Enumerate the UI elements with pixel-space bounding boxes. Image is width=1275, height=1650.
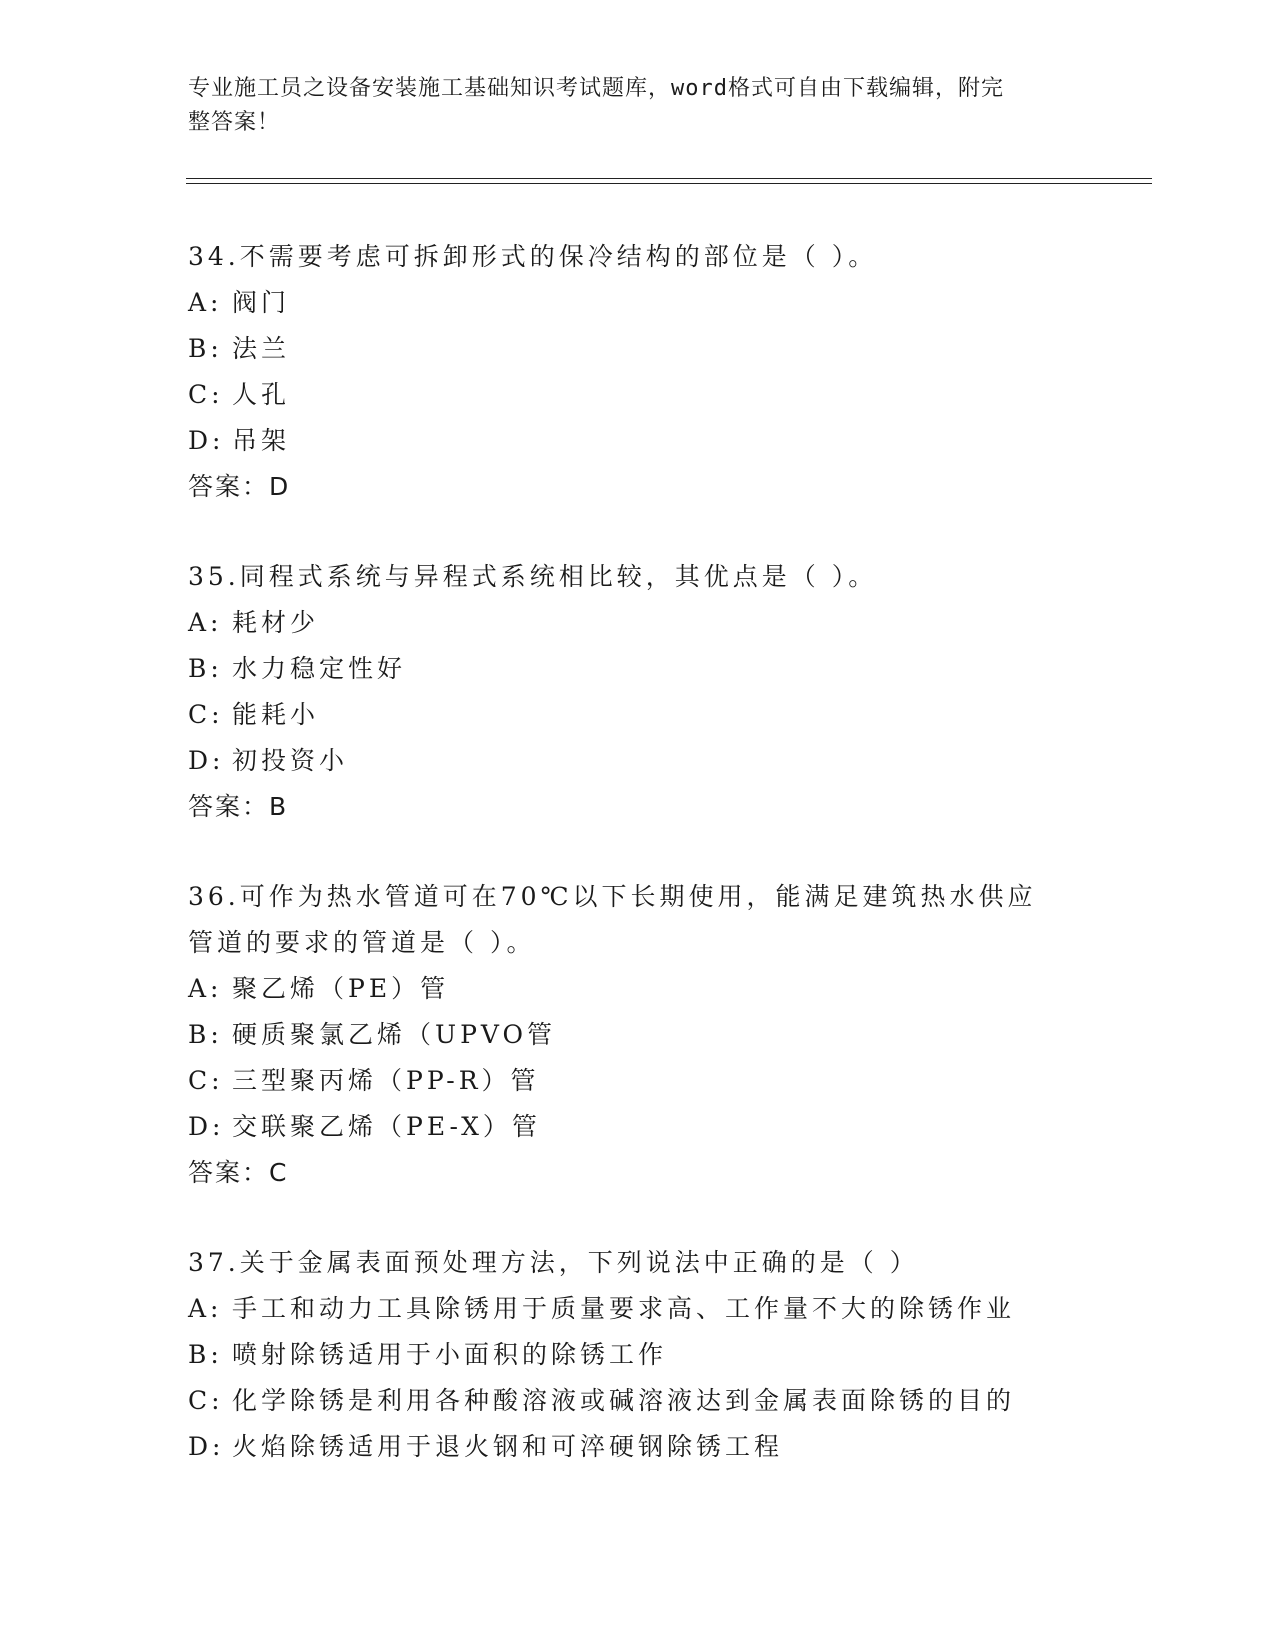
option-b bbox=[188, 1012, 1088, 1058]
header-line-1: 专业施工员之设备安装施工基础知识考试题库，word格式可自由下载编辑，附完 bbox=[188, 76, 1004, 101]
option-letter: A: bbox=[188, 288, 223, 317]
option-letter: A: bbox=[188, 1294, 223, 1323]
option-text: 法兰 bbox=[232, 334, 291, 363]
option-d bbox=[188, 1424, 1088, 1470]
question-35 bbox=[188, 554, 1088, 830]
question-stem: 37.关于金属表面预处理方法，下列说法中正确的是（ ） bbox=[188, 1248, 919, 1277]
option-text: 火焰除锈适用于退火钢和可淬硬钢除锈工程 bbox=[232, 1432, 784, 1461]
option-a bbox=[188, 600, 1088, 646]
option-letter: D: bbox=[188, 746, 225, 775]
option-text: 阀门 bbox=[232, 288, 291, 317]
option-b bbox=[188, 646, 1088, 692]
option-a bbox=[188, 966, 1088, 1012]
answer-line: 答案：D bbox=[188, 472, 291, 501]
option-a bbox=[188, 280, 1088, 326]
option-letter: B: bbox=[188, 1340, 223, 1369]
header-divider-bottom bbox=[186, 183, 1152, 184]
option-letter: A: bbox=[188, 608, 223, 637]
option-letter: B: bbox=[188, 1020, 223, 1049]
option-text: 初投资小 bbox=[232, 746, 349, 775]
document-header bbox=[188, 72, 1068, 140]
option-c bbox=[188, 1058, 1088, 1104]
option-text: 耗材少 bbox=[232, 608, 320, 637]
option-letter: A: bbox=[188, 974, 223, 1003]
option-letter: C: bbox=[188, 700, 224, 729]
question-list bbox=[188, 234, 1088, 1470]
answer-line: 答案：C bbox=[188, 1158, 289, 1187]
question-stem: 36.可作为热水管道可在70℃以下长期使用，能满足建筑热水供应管道的要求的管道是（ ）。 bbox=[188, 882, 1037, 957]
option-letter: C: bbox=[188, 1066, 224, 1095]
option-c bbox=[188, 692, 1088, 738]
option-text: 能耗小 bbox=[232, 700, 320, 729]
option-text: 聚乙烯（PE）管 bbox=[232, 974, 450, 1003]
option-letter: C: bbox=[188, 380, 224, 409]
option-b bbox=[188, 1332, 1088, 1378]
option-a bbox=[188, 1286, 1088, 1332]
header-divider-top bbox=[186, 178, 1152, 179]
answer-line: 答案：B bbox=[188, 792, 289, 821]
option-letter: D: bbox=[188, 426, 225, 455]
option-letter: C: bbox=[188, 1386, 224, 1415]
option-text: 化学除锈是利用各种酸溶液或碱溶液达到金属表面除锈的目的 bbox=[232, 1386, 1016, 1415]
option-text: 交联聚乙烯（PE-X）管 bbox=[232, 1112, 541, 1141]
option-letter: D: bbox=[188, 1112, 225, 1141]
header-line-2: 整答案！ bbox=[188, 110, 281, 135]
option-text: 吊架 bbox=[232, 426, 291, 455]
option-text: 人孔 bbox=[232, 380, 291, 409]
option-c bbox=[188, 1378, 1088, 1424]
option-d bbox=[188, 1104, 1088, 1150]
question-34 bbox=[188, 234, 1088, 510]
option-d bbox=[188, 738, 1088, 784]
option-letter: B: bbox=[188, 334, 223, 363]
question-stem: 35.同程式系统与异程式系统相比较，其优点是（ ）。 bbox=[188, 562, 878, 591]
option-c bbox=[188, 372, 1088, 418]
option-text: 喷射除锈适用于小面积的除锈工作 bbox=[232, 1340, 668, 1369]
option-text: 三型聚丙烯（PP-R）管 bbox=[232, 1066, 540, 1095]
option-text: 硬质聚氯乙烯（UPVO管 bbox=[232, 1020, 557, 1049]
option-b bbox=[188, 326, 1088, 372]
question-stem: 34.不需要考虑可拆卸形式的保冷结构的部位是（ ）。 bbox=[188, 242, 878, 271]
option-d bbox=[188, 418, 1088, 464]
option-letter: B: bbox=[188, 654, 223, 683]
option-letter: D: bbox=[188, 1432, 225, 1461]
option-text: 水力稳定性好 bbox=[232, 654, 407, 683]
question-37 bbox=[188, 1240, 1088, 1470]
option-text: 手工和动力工具除锈用于质量要求高、工作量不大的除锈作业 bbox=[232, 1294, 1016, 1323]
question-36 bbox=[188, 874, 1088, 1196]
